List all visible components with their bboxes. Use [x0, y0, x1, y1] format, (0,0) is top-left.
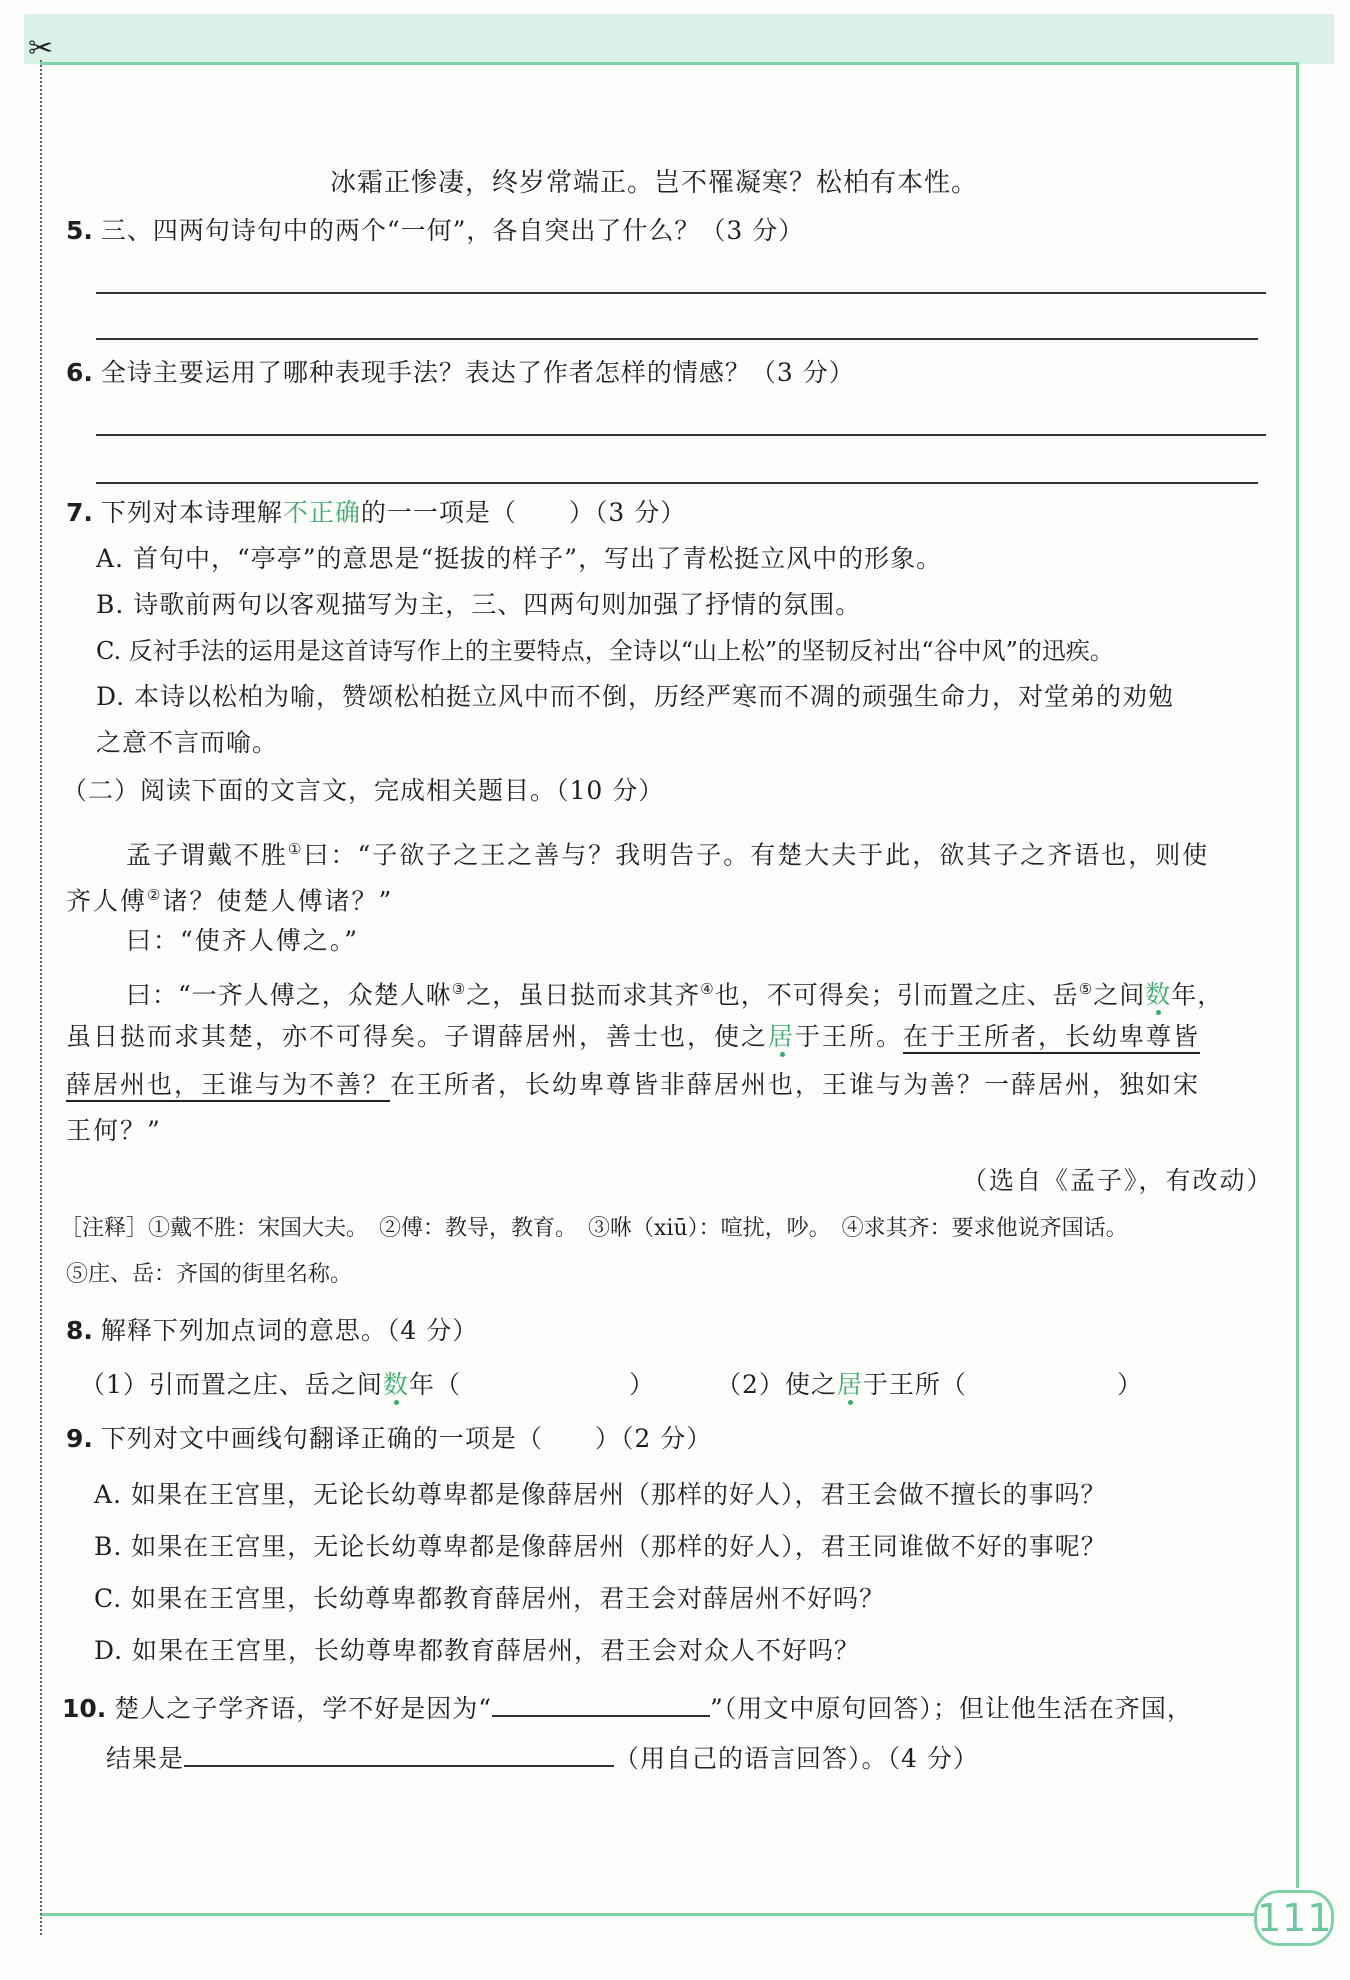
- question-7: [66, 496, 686, 530]
- question-6: [66, 356, 855, 390]
- dotted-word-ju: 居: [836, 1370, 863, 1399]
- footnote-ref-1: ①: [288, 840, 304, 858]
- answer-line[interactable]: [96, 338, 1258, 340]
- passage-text: 也，不可得矣；引而置之庄、岳: [714, 980, 1079, 1010]
- q10-number: 10.: [62, 1694, 107, 1723]
- cut-line: [40, 60, 42, 1935]
- footnote-ref-2: ②: [147, 886, 163, 904]
- q7-text-tail: 的一一项是（ ）（3 分）: [360, 498, 687, 527]
- footnote-ref-3: ③: [451, 980, 467, 998]
- frame-top-rule: [40, 62, 1298, 65]
- q6-text: 全诗主要运用了哪种表现手法？表达了作者怎样的情感？（3 分）: [100, 358, 855, 387]
- answer-line[interactable]: [96, 482, 1258, 484]
- source-citation: （选自《孟子》，有改动）: [962, 1166, 1274, 1195]
- q9-option-d[interactable]: D. 如果在王宫里，长幼尊卑都教育薛居州，君王会对众人不好吗？: [94, 1636, 861, 1665]
- passage-line-3: 曰：“使齐人傅之。”: [126, 926, 360, 955]
- passage-text: 孟子谓戴不胜: [126, 840, 289, 870]
- scissors-icon: ✂: [28, 31, 54, 66]
- q6-number: 6.: [66, 358, 93, 387]
- q5-number: 5.: [66, 216, 93, 245]
- dotted-word-shu: 数: [1145, 980, 1172, 1010]
- passage-text: 在王所者，长幼卑尊皆非薛居州也，王谁与为善？一薛居州，独如宋: [390, 1070, 1201, 1099]
- passage-line-7: 王何？”: [66, 1116, 162, 1145]
- passage-text: 齐人傅: [66, 886, 148, 916]
- underlined-sentence: 在于王所者，长幼卑尊皆: [903, 1022, 1200, 1054]
- passage-text: 于王所。: [795, 1022, 904, 1051]
- passage-text: 曰：“一齐人傅之，众楚人咻: [126, 980, 452, 1010]
- q7-option-b[interactable]: B. 诗歌前两句以客观描写为主，三、四两句则加强了抒情的氛围。: [96, 590, 862, 619]
- page-top-band: [24, 14, 1334, 64]
- q8-text: 解释下列加点词的意思。（4 分）: [100, 1316, 479, 1345]
- q8-item-1-close: ）: [628, 1370, 655, 1399]
- q9-number: 9.: [66, 1424, 93, 1453]
- answer-line[interactable]: [96, 292, 1266, 294]
- q8-item-2: [716, 1368, 1143, 1402]
- question-5: [66, 214, 804, 248]
- page-number: 111: [1254, 1890, 1334, 1946]
- question-10: [62, 1692, 1193, 1726]
- poem-line: 冰霜正惨凄，终岁常端正。岂不罹凝寒？松柏有本性。: [330, 168, 979, 198]
- frame-bottom-rule: [40, 1913, 1256, 1916]
- q7-option-d[interactable]: D. 本诗以松柏为喻，赞颂松柏挺立风中而不倒，历经严寒而不凋的顽强生命力，对堂弟的劝勉: [96, 682, 1175, 711]
- frame-right-rule: [1296, 62, 1299, 1888]
- passage-text: 之，虽日挞而求其齐: [466, 980, 701, 1010]
- q8-item-1-text: （1）引而置之庄、岳之间: [80, 1370, 383, 1399]
- passage-line-1: [126, 832, 1209, 872]
- passage-line-5: [66, 1020, 1200, 1054]
- q8-item-2-text: （2）使之: [716, 1370, 837, 1399]
- passage-text: 曰：“子欲子之王之善与？我明告子。有楚大夫于此，欲其子之齐语也，则使: [303, 840, 1210, 870]
- q7-option-c[interactable]: C. 反衬手法的运用是这首诗写作上的主要特点，全诗以“山上松”的坚韧反衬出“谷中风”的迅疾。: [96, 637, 1114, 665]
- q7-emphasis: 不正确: [282, 498, 361, 527]
- q9-option-c[interactable]: C. 如果在王宫里，长幼尊卑都教育薛居州，君王会对薛居州不好吗？: [94, 1584, 886, 1613]
- q8-item-1: [80, 1368, 655, 1402]
- q5-text: 三、四两句诗句中的两个“一何”，各自突出了什么？（3 分）: [100, 216, 805, 245]
- question-8: [66, 1314, 478, 1348]
- dotted-word-ju: 居: [768, 1022, 796, 1051]
- q7-number: 7.: [66, 498, 93, 527]
- q10-text: 楚人之子学齐语，学不好是因为“: [114, 1694, 493, 1723]
- footnote-ref-5: ⑤: [1078, 980, 1094, 998]
- q8-item-2-text: 于王所（: [862, 1370, 967, 1399]
- question-9: [66, 1422, 712, 1456]
- section-2-heading: （二）阅读下面的文言文，完成相关题目。（10 分）: [62, 776, 665, 805]
- q8-item-1-text: 年（: [408, 1370, 461, 1399]
- q10-blank-1[interactable]: [492, 1715, 710, 1717]
- answer-line[interactable]: [96, 434, 1266, 436]
- q9-option-b[interactable]: B. 如果在王宫里，无论长幼尊卑都是像薛居州（那样的好人），君王同谁做不好的事呢？: [94, 1532, 1107, 1561]
- passage-text: 诸？使楚人傅诸？”: [162, 886, 394, 916]
- passage-text: 年，: [1171, 980, 1224, 1010]
- q7-option-d-cont: 之意不言而喻。: [96, 728, 279, 757]
- passage-line-6: [66, 1068, 1200, 1102]
- q7-text: 下列对本诗理解: [100, 498, 283, 527]
- q9-text: 下列对文中画线句翻译正确的一项是（ ）（2 分）: [100, 1424, 713, 1453]
- underlined-sentence: 薛居州也，王谁与为不善？: [66, 1070, 390, 1102]
- question-10-line-2: [106, 1742, 979, 1776]
- q7-option-a[interactable]: A. 首句中，“亭亭”的意思是“挺拔的样子”，写出了青松挺立风中的形象。: [96, 544, 943, 573]
- footnote-ref-4: ④: [700, 980, 715, 998]
- q10-text-tail: （用自己的语言回答）。（4 分）: [614, 1744, 979, 1773]
- q10-blank-2[interactable]: [184, 1765, 614, 1767]
- q9-option-a[interactable]: A. 如果在王宫里，无论长幼尊卑都是像薛居州（那样的好人），君王会做不擅长的事吗？: [94, 1480, 1107, 1509]
- dotted-word-shu: 数: [382, 1370, 409, 1399]
- passage-line-4: [126, 972, 1223, 1012]
- q10-text-mid: ”（用文中原句回答）；但让他生活在齐国，: [710, 1694, 1193, 1723]
- notes-line-1: ［注释］①戴不胜：宋国大夫。 ②傅：教导，教育。 ③咻（xiū）：喧扰，吵。 ④求其齐：要求他说齐国话。: [60, 1216, 1128, 1241]
- q8-number: 8.: [66, 1316, 93, 1345]
- notes-line-2: ⑤庄、岳：齐国的街里名称。: [66, 1262, 353, 1287]
- q8-item-2-close: ）: [1116, 1370, 1143, 1399]
- passage-text: 之间: [1093, 980, 1146, 1010]
- passage-text: 虽日挞而求其楚，亦不可得矣。子谓薛居州，善士也，使之: [66, 1022, 769, 1051]
- passage-line-2: [66, 878, 393, 918]
- q10-text: 结果是: [106, 1744, 185, 1773]
